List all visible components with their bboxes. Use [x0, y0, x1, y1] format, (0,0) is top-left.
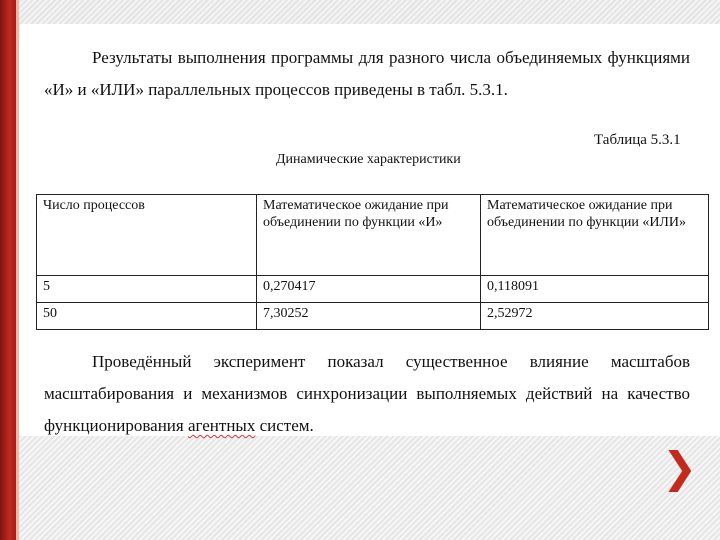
header-cell-or: Математическое ожидание при объединении по функции «ИЛИ»	[481, 195, 709, 276]
header-cell-processes: Число процессов	[37, 195, 257, 276]
spellcheck-flagged-word[interactable]: агентных	[187, 416, 256, 435]
table-cell: 7,30252	[257, 303, 481, 330]
table-cell: 5	[37, 276, 257, 303]
table-cell: 0,270417	[257, 276, 481, 303]
table-row	[37, 303, 709, 330]
header-cell-and: Математическое ожидание при объединении по функции «И»	[257, 195, 481, 276]
table-title: Динамические характеристики	[276, 152, 461, 167]
slide-accent-bar-edge	[16, 0, 19, 540]
chevron-right-icon[interactable]: ❯	[662, 443, 698, 492]
table-cell: 0,118091	[481, 276, 709, 303]
table-cell: 50	[37, 303, 257, 330]
document-page	[20, 24, 720, 436]
table-number: Таблица 5.3.1	[594, 132, 681, 148]
table-row	[37, 276, 709, 303]
results-table	[36, 194, 709, 330]
conclusion-text-end: систем.	[255, 416, 314, 435]
slide-accent-bar	[0, 0, 16, 540]
slide-background-bottom	[0, 435, 720, 540]
conclusion-text-start: Проведённый эксперимент показал существенное влияние масштабов масштабирования и механизмов синхронизации выполняемых действий на качество функционирования	[44, 352, 690, 435]
conclusion-paragraph	[44, 346, 690, 442]
table-cell: 2,52972	[481, 303, 709, 330]
intro-paragraph: Результаты выполнения программы для разного числа объединяемых функциями «И» и «ИЛИ» параллельных процессов приведены в табл. 5.3.1.	[44, 48, 690, 99]
table-header-row	[37, 195, 709, 276]
